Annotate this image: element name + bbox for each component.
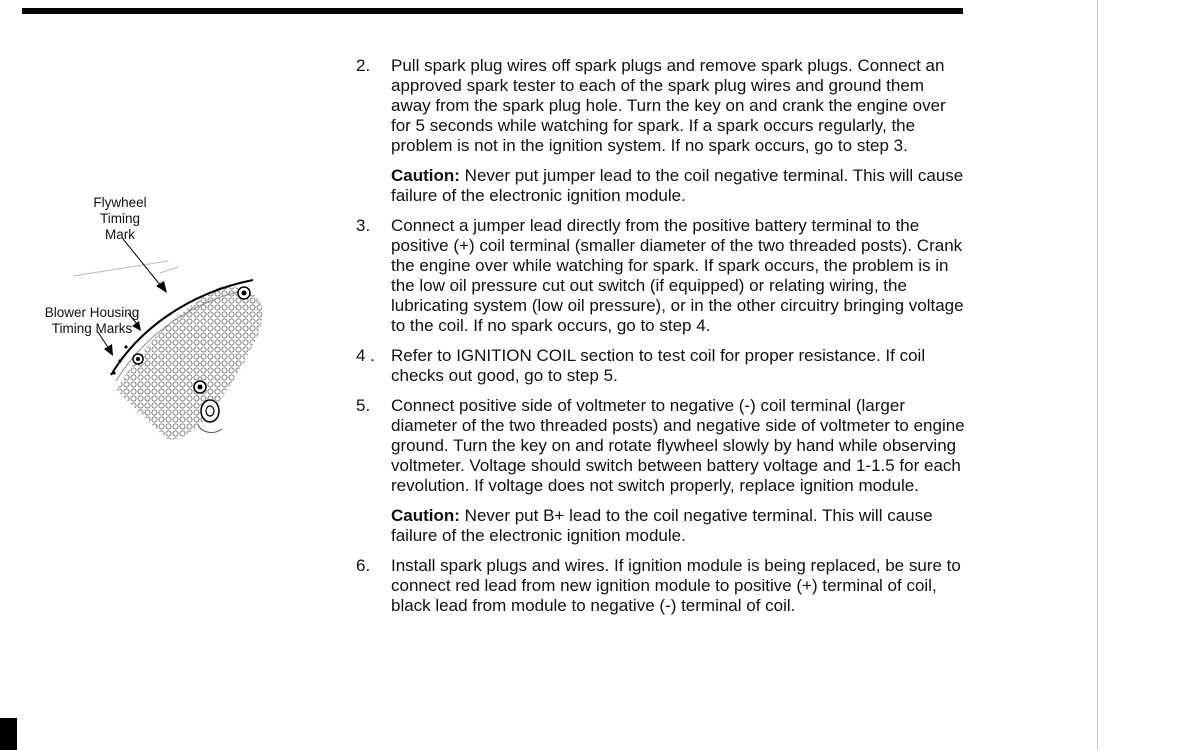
step-6 (356, 556, 966, 616)
label-line: Timing Marks (51, 321, 133, 336)
step-2 (356, 56, 966, 156)
label-line: Timing (99, 211, 140, 226)
bolt-icon (194, 381, 206, 393)
caution-note (356, 166, 966, 206)
timing-mark-dot (118, 359, 121, 362)
page-edge-divider (1097, 0, 1098, 750)
procedure-steps (356, 56, 966, 626)
step-number: 2. (356, 56, 371, 75)
step-number: 6. (356, 556, 371, 575)
step-number: 5. (356, 396, 371, 415)
caution-note (356, 506, 966, 546)
label-line: Flywheel (93, 195, 147, 210)
step-text: Refer to IGNITION COIL section to test coil for proper resistance. If coil checks out good, go to step 5. (391, 346, 926, 385)
caution-text: Never put B+ lead to the coil negative terminal. This will cause failure of the electronic ignition module. (391, 506, 933, 545)
flywheel-timing-mark-label (88, 195, 152, 243)
timing-mark-dot (124, 345, 127, 348)
flywheel-timing-figure (18, 185, 280, 470)
top-rule (22, 8, 963, 14)
step-number: 3. (356, 216, 371, 235)
caution-lead: Caution: (391, 166, 460, 185)
caution-text: Never put jumper lead to the coil negative terminal. This will cause failure of the electronic ignition module. (391, 166, 964, 205)
page-corner-mark (0, 718, 17, 750)
step-number: 4 . (356, 346, 375, 365)
label-line: Mark (105, 227, 135, 242)
label-line: Blower Housing (44, 305, 140, 320)
timing-mark-dot (112, 371, 115, 374)
step-text: Pull spark plug wires off spark plugs and remove spark plugs. Connect an approved spark tester to each of the spark plug wires and ground them away from the spark plug hole. Turn the key on and crank the engine over for 5 seconds while watching for spark. If a spark occurs regularly, the problem is not in the ignition system. If no spark occurs, go to step 3. (391, 56, 946, 155)
step-text: Connect positive side of voltmeter to negative (-) coil terminal (larger diameter of the two threaded posts) and negative side of voltmeter to engine ground. Turn the key on and rotate flywheel slowly by hand while observing voltmeter. Voltage should switch between battery voltage and 1-1.5 for each revolution. If voltage does not switch properly, replace ignition module. (391, 396, 965, 495)
step-text: Install spark plugs and wires. If ignition module is being replaced, be sure to connect red lead from new ignition module to positive (+) terminal of coil, black lead from module to negative (-) terminal of coil. (391, 556, 961, 615)
blower-housing-timing-marks-label (36, 305, 148, 337)
bolt-icon (238, 287, 250, 299)
caution-lead: Caution: (391, 506, 460, 525)
step-5 (356, 396, 966, 496)
step-4 (356, 346, 966, 386)
bolt-icon (133, 354, 143, 364)
step-text: Connect a jumper lead directly from the positive battery terminal to the positive (+) coil terminal (smaller diameter of the two threaded posts). Crank the engine over while watching for spark. If spark occurs, the problem is in the low oil pressure cut out switch (if equipped) or relating wiring, the lubricating system (low oil pressure), or in the other circuitry bringing voltage to the coil. If no spark occurs, go to step 4. (391, 216, 964, 335)
step-3 (356, 216, 966, 336)
